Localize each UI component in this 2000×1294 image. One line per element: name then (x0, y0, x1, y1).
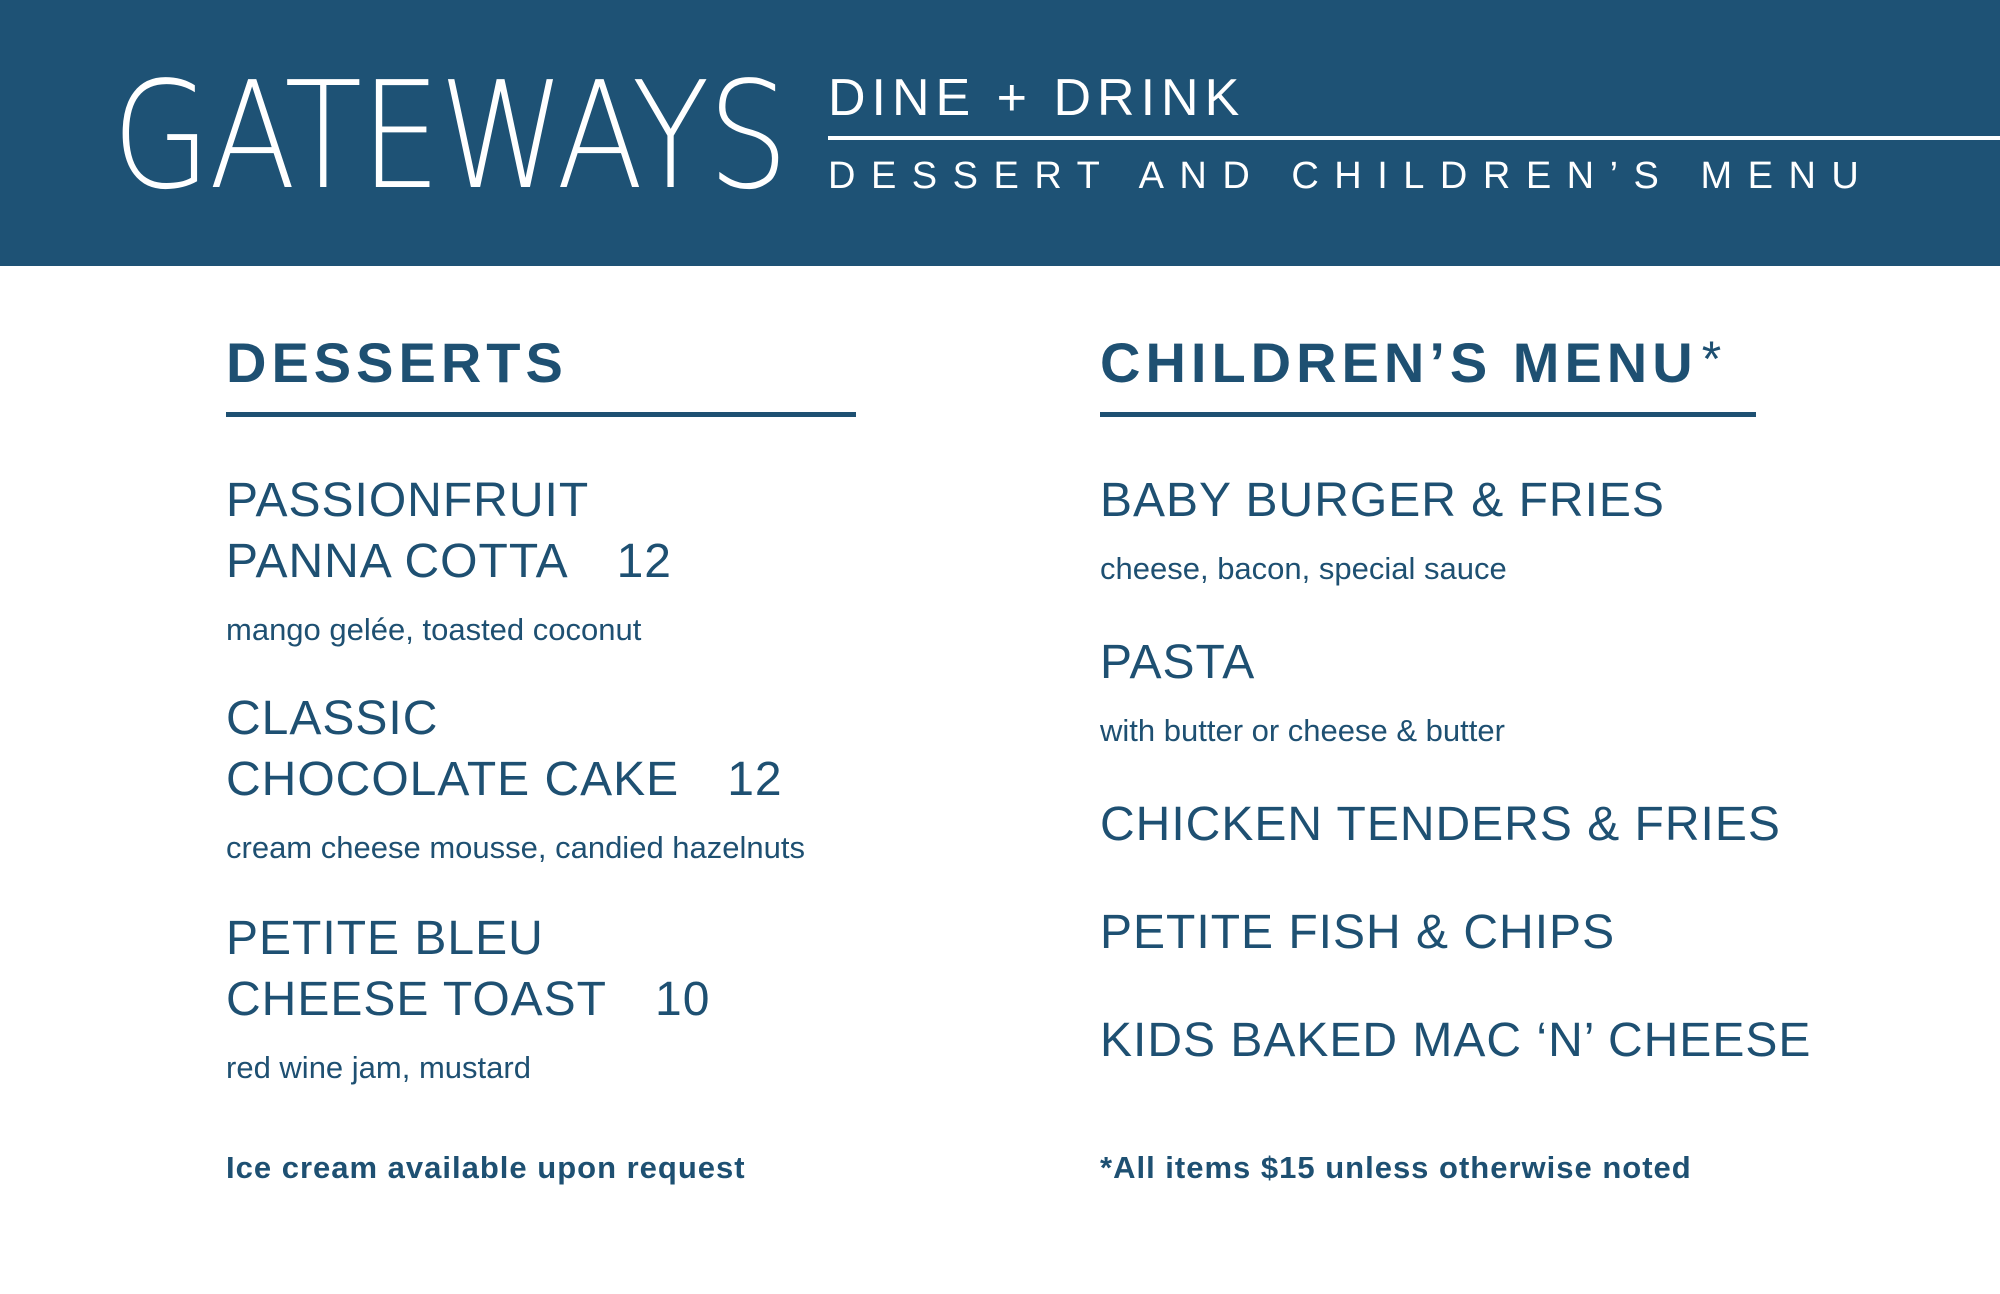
tagline: DINE + DRINK (828, 69, 1246, 127)
childrens-item-name: BABY BURGER & FRIES (1100, 474, 1665, 527)
dessert-name (226, 688, 805, 810)
childrens-item (1100, 632, 1505, 751)
childrens-menu-heading-rule (1100, 412, 1756, 417)
childrens-item-name: CHICKEN TENDERS & FRIES (1100, 798, 1781, 851)
dessert-name-line1: PETITE BLEU (226, 912, 544, 965)
dessert-item (226, 688, 805, 868)
dessert-description: cream cheese mousse, candied hazelnuts (226, 830, 805, 865)
childrens-item-name: PASTA (1100, 636, 1256, 689)
childrens-item (1100, 1010, 1811, 1071)
childrens-item (1100, 902, 1615, 963)
restaurant-logo: GATEWAYS (112, 50, 787, 222)
dessert-name-text: CHEESE TOAST (226, 973, 607, 1026)
childrens-item-name: PETITE FISH & CHIPS (1100, 906, 1616, 959)
dessert-name-line2 (226, 531, 672, 592)
desserts-heading: DESSERTS (226, 331, 568, 394)
dessert-price: 12 (616, 535, 672, 588)
menu-subtitle: DESSERT AND CHILDREN’S MENU (828, 155, 1875, 197)
header-divider (828, 136, 2000, 140)
dessert-name (226, 908, 710, 1030)
childrens-item (1100, 794, 1781, 855)
dessert-price: 12 (727, 753, 783, 806)
dessert-item (226, 908, 710, 1088)
dessert-name-line1: CLASSIC (226, 692, 439, 745)
dessert-name-text: PANNA COTTA (226, 535, 569, 588)
childrens-menu-heading (1100, 330, 1726, 396)
dessert-item (226, 470, 672, 650)
childrens-item-description: cheese, bacon, special sauce (1100, 551, 1507, 586)
desserts-footnote: Ice cream available upon request (226, 1150, 746, 1185)
childrens-menu-heading-text: CHILDREN’S MENU (1100, 331, 1698, 394)
dessert-name-line2 (226, 749, 805, 810)
childrens-menu-footnote: *All items $15 unless otherwise noted (1100, 1150, 1692, 1185)
dessert-name-text: CHOCOLATE CAKE (226, 753, 680, 806)
dessert-description: mango gelée, toasted coconut (226, 612, 642, 647)
childrens-item (1100, 470, 1665, 589)
dessert-description: red wine jam, mustard (226, 1050, 531, 1085)
dessert-price: 10 (655, 973, 711, 1026)
childrens-menu-asterisk: * (1701, 331, 1727, 387)
childrens-item-name: KIDS BAKED MAC ‘N’ CHEESE (1100, 1014, 1812, 1067)
dessert-name-line1: PASSIONFRUIT (226, 474, 590, 527)
dessert-name (226, 470, 672, 592)
desserts-heading-rule (226, 412, 856, 417)
dessert-name-line2 (226, 969, 710, 1030)
childrens-item-description: with butter or cheese & butter (1100, 713, 1505, 748)
